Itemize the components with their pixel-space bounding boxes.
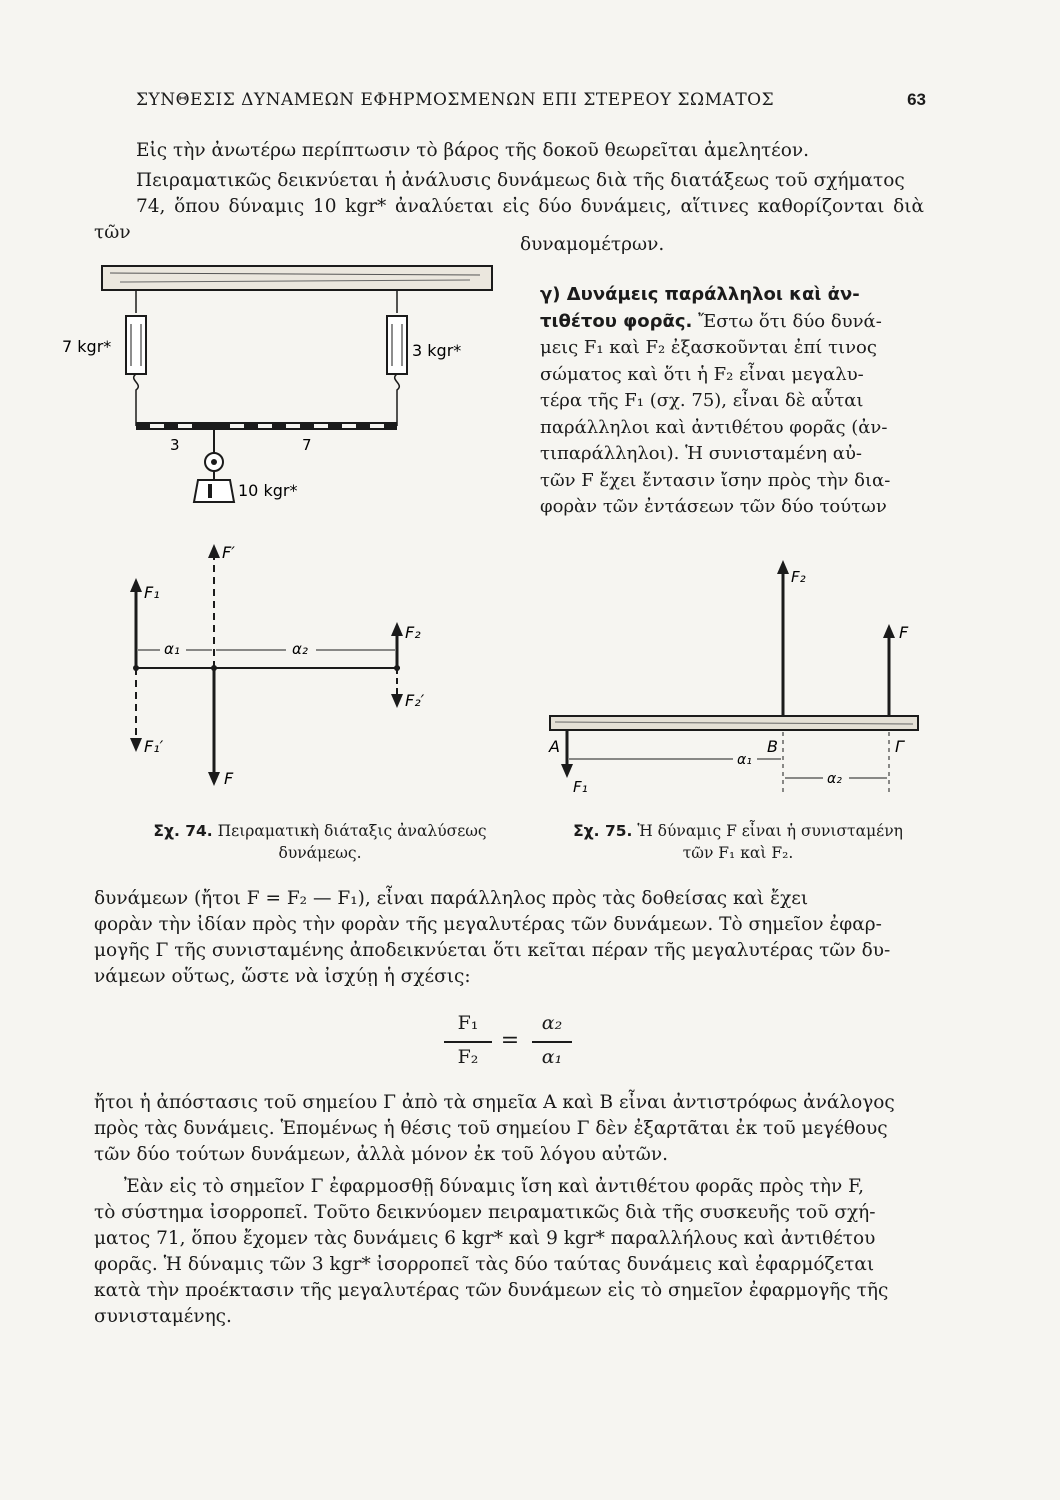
- caption-label: Σχ. 74.: [153, 822, 213, 840]
- wooden-beam: [102, 266, 492, 290]
- section-line: παράλληλοι καὶ ἀντιθέτου φορᾶς (ἀν-: [540, 416, 888, 438]
- intro-last-line: δυναμομέτρων.: [520, 234, 665, 255]
- caption-text: Πειραματικὴ διάταξις ἀναλύσεως: [217, 822, 487, 840]
- text-line: τῶν δύο τούτων δυνάμεων, ἀλλὰ μόνον ἐκ τοῦ λόγου αὐτῶν.: [94, 1144, 668, 1165]
- pulley-axle: [211, 459, 217, 465]
- left-dynamometer: [126, 316, 146, 374]
- section-line: μεις F₁ καὶ F₂ ἐξασκοῦνται ἐπί τινος: [540, 337, 877, 358]
- body-paragraph: [94, 886, 924, 990]
- a1-label: α₁: [737, 752, 752, 768]
- text-line: ἤτοι ἡ ἀπόστασις τοῦ σημείου Γ ἀπὸ τὰ σημεῖα A καὶ B εἶναι ἀντιστρόφως ἀνάλογος: [94, 1092, 895, 1113]
- distance-left-label: 3: [170, 436, 180, 454]
- text-line: δυνάμεων (ἤτοι F = F₂ — F₁), εἶναι παράλληλος πρὸς τὰς δοθείσας καὶ ἔχει: [94, 888, 809, 909]
- a2-label: α₂: [292, 640, 308, 658]
- a2-label: α₂: [827, 771, 842, 787]
- left-scale-label: 7 kgr*: [62, 337, 112, 356]
- a1-label: α₁: [164, 640, 180, 658]
- text-line: φορᾶς. Ἡ δύναμις τῶν 3 kgr* ἰσορροπεῖ τὰς δύο ταύτας δυνάμεις καὶ ἐφαρμόζεται: [94, 1254, 875, 1275]
- fraction-bar: [444, 1041, 492, 1043]
- f2-label: F₂: [405, 623, 421, 642]
- running-title: ΣΥΝΘΕΣΙΣ ΔΥΝΑΜΕΩΝ ΕΦΗΡΜΟΣΜΕΝΩΝ ΕΠΙ ΣΤΕΡΕΟΥ ΣΩΜΑΤΟΣ: [136, 90, 775, 110]
- arrowhead: [391, 694, 403, 708]
- text-line: ματος 71, ὅπου ἔχομεν τὰς δυνάμεις 6 kgr* καὶ 9 kgr* παραλλήλους καὶ ἀντιθέτου: [94, 1228, 876, 1249]
- text-line: τὸ σύστημα ἰσορροπεῖ. Τοῦτο δεικνύομεν πειραματικῶς διὰ τῆς συσκευῆς τοῦ σχή-: [94, 1202, 876, 1223]
- point-b-label: B: [767, 737, 778, 756]
- formula-rhs-numerator: α₂: [541, 1012, 563, 1034]
- section-line: φορὰν τῶν ἐντάσεων τῶν δύο τούτων: [540, 496, 887, 517]
- arrowhead: [561, 764, 573, 778]
- text-line: 74, ὅπου δύναμις 10 kgr* ἀναλύεται εἰς δύο δυνάμεις, αἵτινες καθορίζονται διὰ τῶν: [94, 196, 924, 243]
- f2-label: F₂: [791, 568, 806, 586]
- text-line: πρὸς τὰς δυνάμεις. Ἑπομένως ἡ θέσις τοῦ σημείου Γ δὲν ἐξαρτᾶται ἐκ τοῦ μεγέθους: [94, 1118, 888, 1139]
- section-gamma: [540, 282, 922, 521]
- f-prime-label: F′: [222, 543, 235, 562]
- intro-line: Εἰς τὴν ἀνωτέρω περίπτωσιν τὸ βάρος τῆς δοκοῦ θεωρεῖται ἀμελητέον.: [136, 140, 810, 161]
- intro-paragraph: [94, 168, 924, 246]
- section-title: γ) Δυνάμεις παράλληλοι καὶ ἀν-: [540, 284, 860, 305]
- f1-label: F₁: [144, 583, 160, 602]
- text-line: νάμεων οὕτως, ὥστε νὰ ἰσχύῃ ἡ σχέσις:: [94, 966, 471, 987]
- text-line: Ἐὰν εἰς τὸ σημεῖον Γ ἐφαρμοσθῇ δύναμις ἴση καὶ ἀντιθέτου φορᾶς πρὸς τὴν F,: [124, 1176, 864, 1197]
- text-line: συνισταμένης.: [94, 1306, 232, 1327]
- text-line: Πειραματικῶς δεικνύεται ἡ ἀνάλυσις δυνάμεως διὰ τῆς διατάξεως τοῦ σχήματος: [136, 170, 905, 191]
- figure-74: [60, 258, 510, 798]
- formula-rhs-denominator: α₁: [541, 1046, 563, 1068]
- hook: [395, 374, 400, 398]
- rod-markings: [150, 424, 384, 428]
- section-title-cont: τιθέτου φορᾶς.: [540, 310, 693, 332]
- body-paragraph: [94, 1174, 924, 1330]
- caption-text: Ἡ δύναμις F εἶναι ἡ συνισταμένη: [637, 822, 903, 840]
- arrowhead: [883, 624, 895, 638]
- hook: [134, 374, 139, 398]
- caption-text: δυνάμεως.: [278, 844, 362, 862]
- section-line: τιπαράλληλοι). Ἡ συνισταμένη αὐ-: [540, 443, 862, 464]
- f1-label: F₁: [573, 778, 588, 796]
- ratio-formula: [440, 1012, 580, 1072]
- formula-lhs-denominator: F₂: [457, 1046, 479, 1068]
- point-g-label: Γ: [895, 737, 904, 756]
- right-dynamometer: [387, 316, 407, 374]
- f2-prime-label: F₂′: [405, 691, 425, 710]
- running-header: [136, 90, 926, 120]
- f-label: F: [899, 623, 909, 642]
- section-line: Ἔστω ὅτι δύο δυνά-: [698, 310, 882, 332]
- text-line: κατὰ τὴν προέκτασιν τῆς μεγαλυτέρας τῶν δυνάμεων εἰς τὸ σημεῖον ἐφαρμογῆς τῆς: [94, 1280, 889, 1301]
- f1-prime-label: F₁′: [144, 737, 164, 756]
- arrowhead: [391, 622, 403, 636]
- arrowhead: [208, 544, 220, 558]
- figure-75-caption: [548, 820, 928, 864]
- formula-equals: =: [500, 1028, 520, 1053]
- text-line: μογῆς Γ τῆς συνισταμένης ἀποδεικνύεται ὅτι κεῖται πέραν τῆς μεγαλυτέρας τῶν δυ-: [94, 940, 891, 961]
- arrowhead: [208, 772, 220, 786]
- right-scale-label: 3 kgr*: [412, 341, 462, 360]
- section-line: τῶν F ἔχει ἔντασιν ἴσην πρὸς τὴν δια-: [540, 469, 891, 491]
- fraction-bar: [532, 1041, 572, 1043]
- figure-75: [545, 556, 925, 806]
- figure-74-caption: [130, 820, 510, 864]
- distance-right-label: 7: [302, 436, 312, 454]
- formula-lhs-numerator: F₁: [457, 1012, 479, 1034]
- text-line: φορὰν τὴν ἰδίαν πρὸς τὴν φορὰν τῆς μεγαλυτέρας τῶν δυνάμεων. Τὸ σημεῖον ἐφαρ-: [94, 914, 882, 935]
- caption-text: τῶν F₁ καὶ F₂.: [682, 844, 794, 862]
- arrowhead: [130, 738, 142, 752]
- point-a-label: A: [549, 737, 560, 756]
- caption-label: Σχ. 75.: [573, 822, 633, 840]
- weight-label: 10 kgr*: [238, 481, 298, 500]
- arrowhead: [130, 578, 142, 592]
- weight: [194, 480, 234, 502]
- arrowhead: [777, 560, 789, 574]
- f-label: F: [224, 769, 234, 788]
- section-line: τέρα τῆς F₁ (σχ. 75), εἶναι δὲ αὗται: [540, 390, 864, 411]
- page-number: 63: [907, 90, 926, 109]
- body-paragraph: [94, 1090, 924, 1168]
- section-line: σώματος καὶ ὅτι ἡ F₂ εἶναι μεγαλυ-: [540, 363, 864, 385]
